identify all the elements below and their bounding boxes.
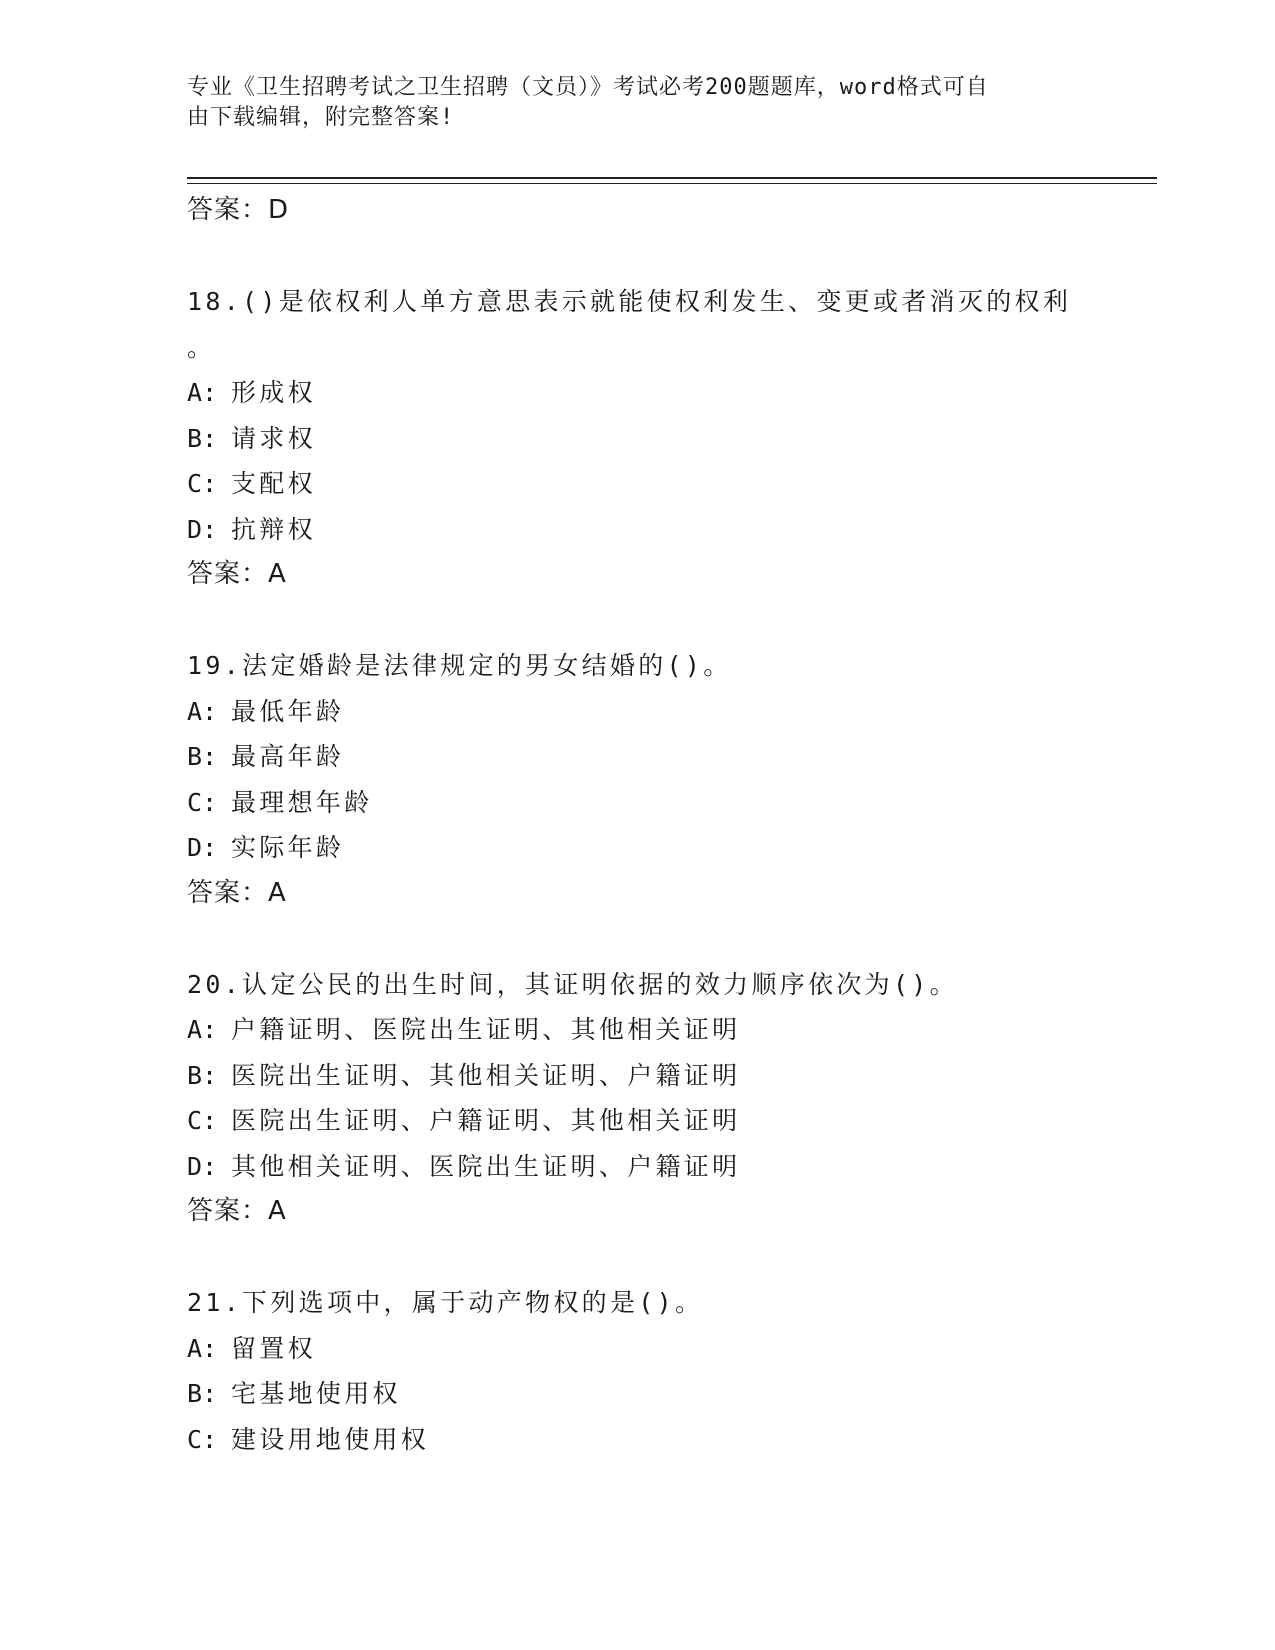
option-text: 最高年龄 (231, 742, 345, 771)
header-line-2: 由下载编辑，附完整答案! (187, 105, 455, 130)
option-text: 医院出生证明、其他相关证明、户籍证明 (231, 1060, 741, 1090)
option-text: 支配权 (231, 469, 316, 498)
header-line-1: 专业《卫生招聘考试之卫生招聘（文员）》考试必考200题题库，word格式可自 (187, 75, 989, 100)
option-c (187, 1098, 1157, 1144)
question-stem: 19.法定婚龄是法律规定的男女结婚的()。 (187, 651, 732, 680)
spacer (187, 916, 1157, 962)
question-21 (187, 1280, 1157, 1462)
option-text: 户籍证明、医院出生证明、其他相关证明 (231, 1015, 741, 1044)
option-letter: B: (187, 423, 218, 453)
option-letter: A: (187, 1015, 218, 1044)
option-text: 请求权 (231, 423, 316, 453)
spacer (187, 598, 1157, 644)
option-letter: B: (187, 1060, 218, 1090)
option-text: 实际年龄 (231, 833, 345, 862)
option-letter: C: (187, 1424, 218, 1454)
option-letter: A: (187, 696, 218, 726)
question-stem-continued: 。 (187, 332, 216, 362)
question-18 (187, 279, 1157, 598)
option-letter: A: (187, 1333, 218, 1363)
option-text: 其他相关证明、医院出生证明、户籍证明 (231, 1151, 741, 1181)
option-text: 留置权 (231, 1333, 316, 1363)
option-b (187, 1053, 1157, 1099)
answer-line: 答案：A (187, 1196, 287, 1226)
question-stem: 21.下列选项中，属于动产物权的是()。 (187, 1288, 704, 1317)
question-content (187, 188, 1157, 1462)
option-c (187, 780, 1157, 826)
option-text: 建设用地使用权 (231, 1424, 430, 1454)
option-letter: B: (187, 742, 218, 771)
question-stem: 18.()是依权利人单方意思表示就能使权利发生、变更或者消灭的权利 (187, 287, 1072, 316)
previous-answer: 答案：D (187, 195, 290, 225)
option-letter: C: (187, 787, 218, 817)
question-19 (187, 643, 1157, 916)
option-b (187, 734, 1157, 780)
option-text: 医院出生证明、户籍证明、其他相关证明 (231, 1106, 741, 1135)
option-letter: B: (187, 1379, 218, 1408)
answer-line: 答案：A (187, 559, 287, 589)
option-b (187, 416, 1157, 462)
option-c (187, 1417, 1157, 1463)
spacer (187, 234, 1157, 280)
option-letter: A: (187, 378, 218, 407)
option-letter: D: (187, 833, 218, 862)
option-letter: D: (187, 514, 218, 544)
option-a (187, 1007, 1157, 1053)
page-header (187, 73, 1087, 133)
option-text: 最低年龄 (231, 696, 345, 726)
option-d (187, 825, 1157, 871)
option-a (187, 689, 1157, 735)
header-rule-thin (187, 183, 1157, 184)
option-a (187, 1326, 1157, 1372)
option-text: 抗辩权 (231, 514, 316, 544)
option-d (187, 507, 1157, 553)
option-b (187, 1371, 1157, 1417)
option-letter: D: (187, 1151, 218, 1181)
option-a (187, 370, 1157, 416)
answer-line: 答案：A (187, 877, 287, 908)
question-stem: 20.认定公民的出生时间，其证明依据的效力顺序依次为()。 (187, 969, 958, 999)
option-text: 宅基地使用权 (231, 1379, 401, 1408)
option-letter: C: (187, 469, 218, 498)
option-c (187, 461, 1157, 507)
question-20 (187, 962, 1157, 1235)
option-letter: C: (187, 1106, 218, 1135)
header-rule-thick (187, 177, 1157, 179)
spacer (187, 1235, 1157, 1281)
option-d (187, 1144, 1157, 1190)
option-text: 形成权 (231, 378, 316, 407)
option-text: 最理想年龄 (231, 787, 373, 817)
